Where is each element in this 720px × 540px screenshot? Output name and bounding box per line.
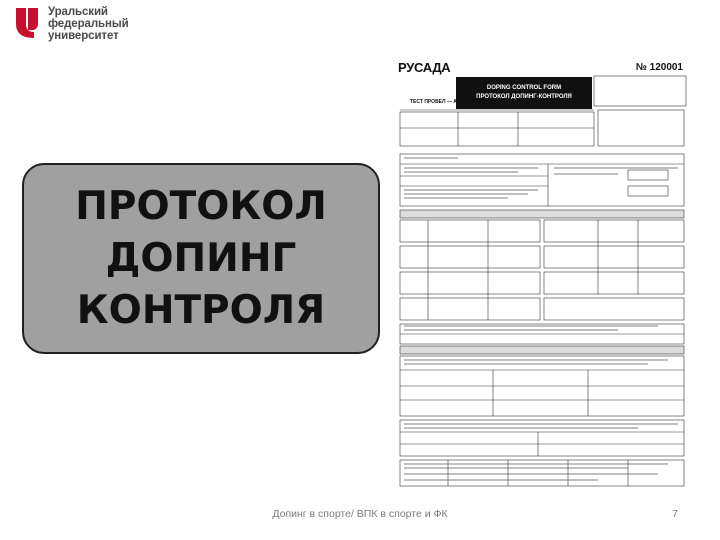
ural-university-logo-icon [12,6,42,40]
title-line-2: ДОПИНГ [105,235,297,281]
form-lines-illustration [398,60,687,493]
logo-line-2: федеральный [48,18,129,30]
page-number: 7 [672,508,678,520]
slide-title-box [22,163,380,354]
slide-footer: Допинг в спорте/ ВПК в спорте и ФК [272,508,448,520]
form-subtitle: ТЕСТ ПРОВЕЛ — АНТИДОПИНГОВОЕ АГЕНТСТВО [410,99,535,105]
title-line-1: ПРОТОКОЛ [75,183,327,229]
title-line-3: КОНТРОЛЯ [76,287,326,333]
logo-text [48,6,129,42]
form-header-ru: ПРОТОКОЛ ДОПИНГ-КОНТРОЛЯ [476,94,572,100]
form-header-en: DOPING CONTROL FORM [486,85,562,91]
form-brand: РУСАДА [398,60,451,75]
university-logo [12,6,129,42]
form-number: № 120001 [635,62,683,73]
logo-line-3: университет [48,30,119,42]
doping-control-form-image [398,60,687,493]
logo-line-1: Уральский [48,6,108,18]
